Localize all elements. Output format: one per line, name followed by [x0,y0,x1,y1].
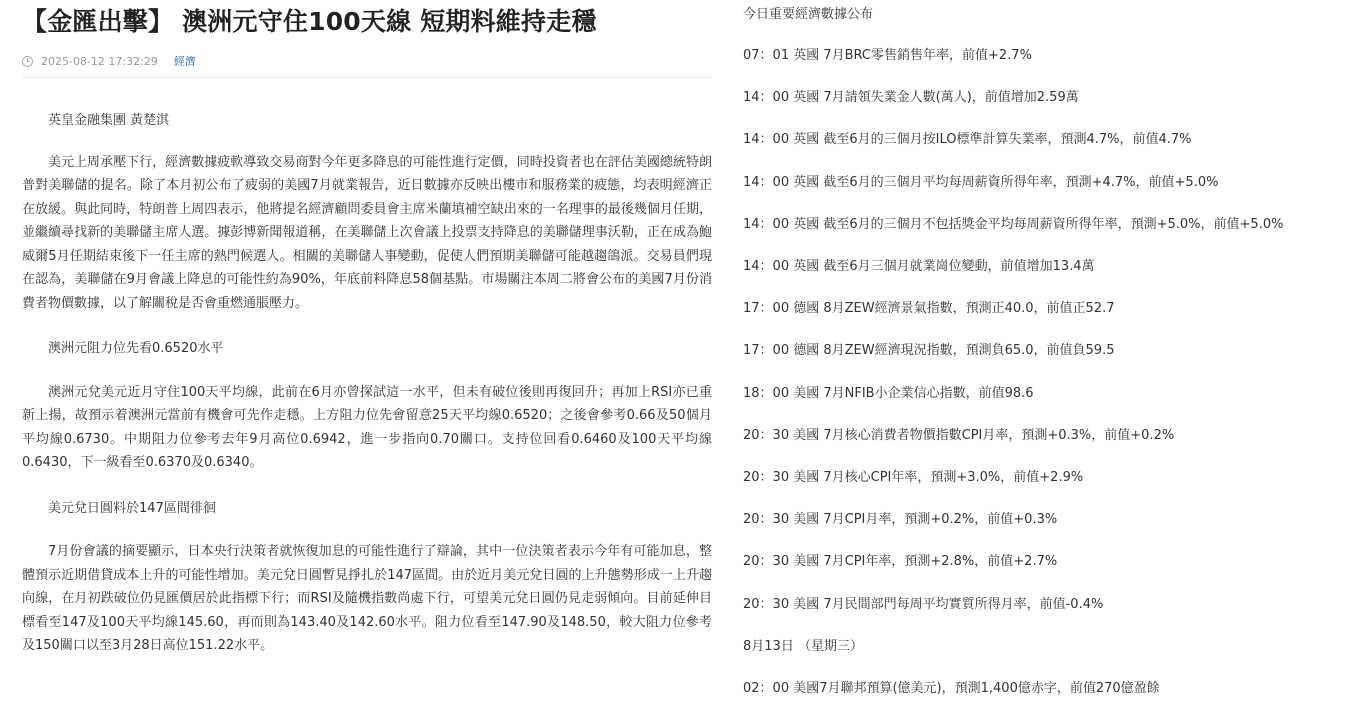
article-paragraph: 7月份會議的摘要顯示，日本央行決策者就恢復加息的可能性進行了辯論，其中一位決策者表示今年有可能加息，整體預示近期借貸成本上升的可能性增加。美元兌日圓暫見掙扎於147區間。由於近月美元兌日圓的上升態勢形成一上升趨向線，在月初跌破位仍見匯價居於此指標下行；而RSI及隨機指數尚處下行，可望美元兌日圓仍見走弱傾向。目前延伸目標看至147及100天平均線145.60，再而則為143.40及142.60水平。阻力位看至147.90及148.50，較大阻力位參考及150關口以至3月28日高位151.22水平。 [22,544,712,653]
economic-data-item: 17：00 德國 8月ZEW經濟景氣指數，預測正40.0，前值正52.7 [743,301,1115,316]
economic-data-title: 今日重要經濟數據公布 [743,7,874,22]
economic-data-item: 07：01 英國 7月BRC零售銷售年率，前值+2.7% [743,48,1032,63]
article-meta [22,52,712,70]
economic-data-item: 14：00 英國 截至6月的三個月平均每周薪資所得年率，預測+4.7%，前值+5.0% [743,175,1219,190]
article-paragraph: 美元上周承壓下行，經濟數據疲軟導致交易商對今年更多降息的可能性進行定價，同時投資者也在評估美國總統特朗普對美聯儲的提名。除了本月初公布了疲弱的美國7月就業報告，近日數據亦反映出樓市和服務業的疲態，均表明經濟正在放緩。與此同時，特朗普上周四表示，他將提名經濟顧問委員會主席米蘭填補空缺出來的一名理事的最後幾個月任期，並繼續尋找新的美聯儲主席人選。據彭博新聞報道稱，在美聯儲上次會議上投票支持降息的美聯儲理事沃勒，正在成為鮑威爾5月任期結束後下一任主席的熱門候選人。相關的美聯儲人事變動，促使人們預期美聯儲可能越趨鴿派。交易員們現在認為，美聯儲在9月會議上降息的可能性約為90%，年底前料降息58個基點。市場關注本周二將會公布的美國7月份消費者物價數據，以了解關稅是否會重燃通脹壓力。 [22,154,712,311]
economic-data-date: 8月13日 （星期三） [743,639,863,654]
economic-data-item: 20：30 美國 7月CPI月率，預測+0.2%，前值+0.3% [743,512,1058,527]
article-author: 英皇金融集團 黃楚淇 [48,113,170,128]
article-subheading: 美元兌日圓料於147區間徘徊 [48,500,216,516]
article-datetime: 2025-08-12 17:32:29 [41,54,158,68]
category-link[interactable]: 經濟 [173,55,196,68]
economic-data-item: 14：00 英國 7月請領失業金人數(萬人)，前值增加2.59萬 [743,90,1079,105]
economic-data-item: 14：00 英國 截至6月的三個月按ILO標準計算失業率，預測4.7%，前值4.7% [743,132,1192,147]
article-body [22,109,712,658]
economic-data-item: 14：00 英國 截至6月三個月就業崗位變動，前值增加13.4萬 [743,259,1095,274]
economic-data-item: 20：30 美國 7月民間部門每周平均實質所得月率，前值-0.4% [743,597,1104,612]
economic-data-item: 17：00 德國 8月ZEW經濟現況指數，預測負65.0，前值負59.5 [743,343,1115,358]
article-subheading: 澳洲元阻力位先看0.6520水平 [48,341,224,356]
economic-data-item: 18：00 美國 7月NFIB小企業信心指數，前值98.6 [743,386,1034,401]
economic-data-column [743,0,1343,696]
economic-data-item: 02：00 美國7月聯邦預算(億美元)，預測1,400億赤字，前值270億盈餘 [743,681,1160,696]
clock-icon [22,56,33,67]
economic-data-item: 14：00 英國 截至6月的三個月不包括獎金平均每周薪資所得年率，預測+5.0%，前值+5.0% [743,217,1284,232]
article-paragraph: 澳洲元兌美元近月守住100天平均線，此前在6月亦曾探試這一水平，但未有破位後則再復回升；再加上RSI亦已重新上揚，故預示着澳洲元當前有機會可先作走穩。上方阻力位先會留意25天平均線0.6520；之後會參考0.66及50個月平均線0.6730。中期阻力位參考去年9月高位0.6942，進一步指向0.70關口。支持位回看0.6460及100天平均線0.6430，下一級看至0.6370及0.6340。 [22,384,712,470]
article-title: 【金匯出擊】 澳洲元守住100天線 短期料維持走穩 [22,7,597,36]
divider [22,77,712,78]
article-column [22,0,712,680]
economic-data-item: 20：30 美國 7月核心消費者物價指數CPI月率，預測+0.3%，前值+0.2% [743,428,1175,443]
economic-data-item: 20：30 美國 7月CPI年率，預測+2.8%，前值+2.7% [743,554,1058,569]
economic-data-item: 20：30 美國 7月核心CPI年率，預測+3.0%，前值+2.9% [743,470,1084,485]
